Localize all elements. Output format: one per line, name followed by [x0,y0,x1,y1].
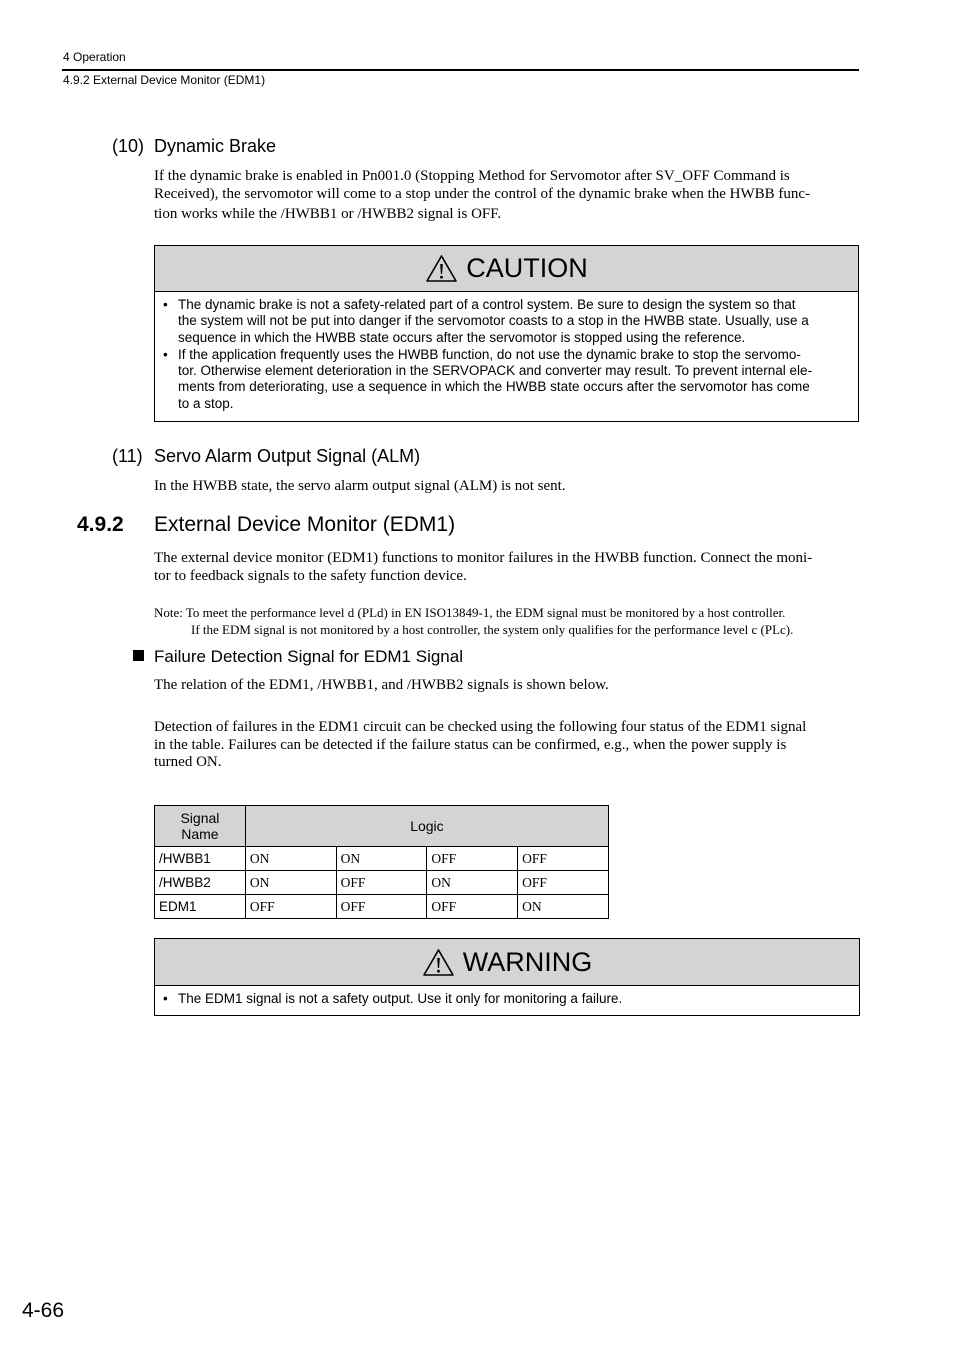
caution-bullet: • The dynamic brake is not a safety-related part of a control system. Be sure to design the system so that the system will not be put into danger if the servomotor coasts to a stop in the HWBB state. Usually, use a sequence in which the HWBB state occurs after the servomotor is stopped using the reference. [163,297,809,345]
failure-detection-heading [133,647,463,667]
paragraph-line: turned ON. [154,754,222,770]
warning-box [154,938,860,1016]
caution-header [155,246,858,292]
section-title: External Device Monitor (EDM1) [154,513,456,536]
running-header-section: 4.9.2 External Device Monitor (EDM1) [63,73,266,87]
paragraph-line: If the dynamic brake is enabled in Pn001.0 (Stopping Method for Servomotor after SV_OFF Command is [154,168,790,184]
logic-cell: ON [518,895,609,919]
relation-paragraph: The relation of the EDM1, /HWBB1, and /HWBB2 signals is shown below. [154,677,609,693]
page-number: 4-66 [22,1299,65,1322]
paragraph-line: in the table. Failures can be detected if the failure status can be confirmed, e.g., when the power supply is [154,736,787,753]
bullet-line: If the application frequently uses the HWBB function, do not use the dynamic brake to stop the servomo- [178,346,801,362]
subsection-10-heading [112,136,276,157]
alm-paragraph: In the HWBB state, the servo alarm output signal (ALM) is not sent. [154,478,566,494]
logic-cell: ON [245,871,336,895]
warning-title: WARNING [462,946,593,977]
warning-header [155,939,859,986]
warning-body [155,986,859,1015]
running-header-chapter: 4 Operation [63,50,126,64]
signal-name-cell: EDM1 [155,895,246,919]
header-rule [62,69,859,71]
warning-bullet: • The EDM1 signal is not a safety output. Use it only for monitoring a failure. [163,991,623,1006]
subsection-11-title: Servo Alarm Output Signal (ALM) [154,446,421,466]
paragraph-line: The external device monitor (EDM1) functions to monitor failures in the HWBB function. Connect the moni- [154,550,813,566]
caution-box [154,245,859,422]
logic-cell: OFF [427,895,518,919]
section-heading [77,513,455,537]
signal-name-header [155,806,246,847]
bullet-line: sequence in which the HWBB state occurs after the servomotor is stopped using the reference. [178,329,746,345]
paragraph-line: Received), the servomotor will come to a stop under the control of the dynamic brake when the HWBB func- [154,185,811,202]
failure-detection-title: Failure Detection Signal for EDM1 Signal [154,647,463,666]
logic-cell: OFF [336,895,427,919]
paragraph-line: tor to feedback signals to the safety function device. [154,567,467,584]
header-text: Signal [180,810,220,826]
edm-intro-paragraph [154,550,858,585]
logic-header: Logic [245,806,608,847]
table-row [155,871,609,895]
dynamic-brake-paragraph [154,168,858,224]
signal-name-cell: /HWBB1 [155,847,246,871]
bullet-line: The EDM1 signal is not a safety output. Use it only for monitoring a failure. [178,991,623,1006]
section-number: 4.9.2 [77,513,124,536]
table-row [155,895,609,919]
caution-bullet: • If the application frequently uses the HWBB function, do not use the dynamic brake to stop the servomo- tor. Otherwise element deterioration in the SERVOPACK and converter may result. To prevent internal ele- ments from deteriorating, use a sequence in which the HWBB state occurs after the servomotor has come to a stop. [163,346,813,411]
subsection-11-heading [112,446,420,467]
signal-name-cell: /HWBB2 [155,871,246,895]
caution-body [155,292,858,420]
paragraph-line: tion works while the /HWBB1 or /HWBB2 signal is OFF. [154,206,502,222]
logic-cell: OFF [518,871,609,895]
square-bullet-icon [133,650,144,661]
logic-cell: OFF [427,847,518,871]
paragraph-line: Detection of failures in the EDM1 circuit can be checked using the following four status of the EDM1 signal [154,719,807,735]
bullet-line: to a stop. [178,395,234,411]
bullet-line: the system will not be put into danger if the servomotor coasts to a stop in the HWBB state. Usually, use a [178,313,809,329]
bullet-line: tor. Otherwise element deterioration in the SERVOPACK and converter may result. To prevent internal ele- [178,363,813,379]
subsection-10-number: (10) [112,136,145,156]
subsection-11-number: (11) [112,446,143,466]
logic-cell: OFF [245,895,336,919]
table-row [155,847,609,871]
logic-cell: OFF [518,847,609,871]
note-line: If the EDM signal is not monitored by a host controller, the system only qualifies for the performance level c (PLc). [191,621,794,637]
logic-cell: ON [245,847,336,871]
logic-cell: OFF [336,871,427,895]
detection-paragraph [154,719,858,772]
warning-triangle-icon [425,254,458,283]
table-header-row [155,806,609,847]
bullet-line: The dynamic brake is not a safety-related part of a control system. Be sure to design the system so that [178,297,796,312]
note-line: Note: To meet the performance level d (PLd) in EN ISO13849-1, the EDM signal must be monitored by a host controller. [154,605,786,620]
warning-triangle-icon [422,948,455,977]
logic-cell: ON [336,847,427,871]
caution-title: CAUTION [466,253,588,283]
header-text: Name [181,826,219,842]
note [154,605,864,638]
signal-logic-table [154,805,609,919]
subsection-10-title: Dynamic Brake [154,136,277,156]
bullet-line: ments from deteriorating, use a sequence in which the HWBB state occurs after the servomotor has come [178,379,810,395]
logic-cell: ON [427,871,518,895]
